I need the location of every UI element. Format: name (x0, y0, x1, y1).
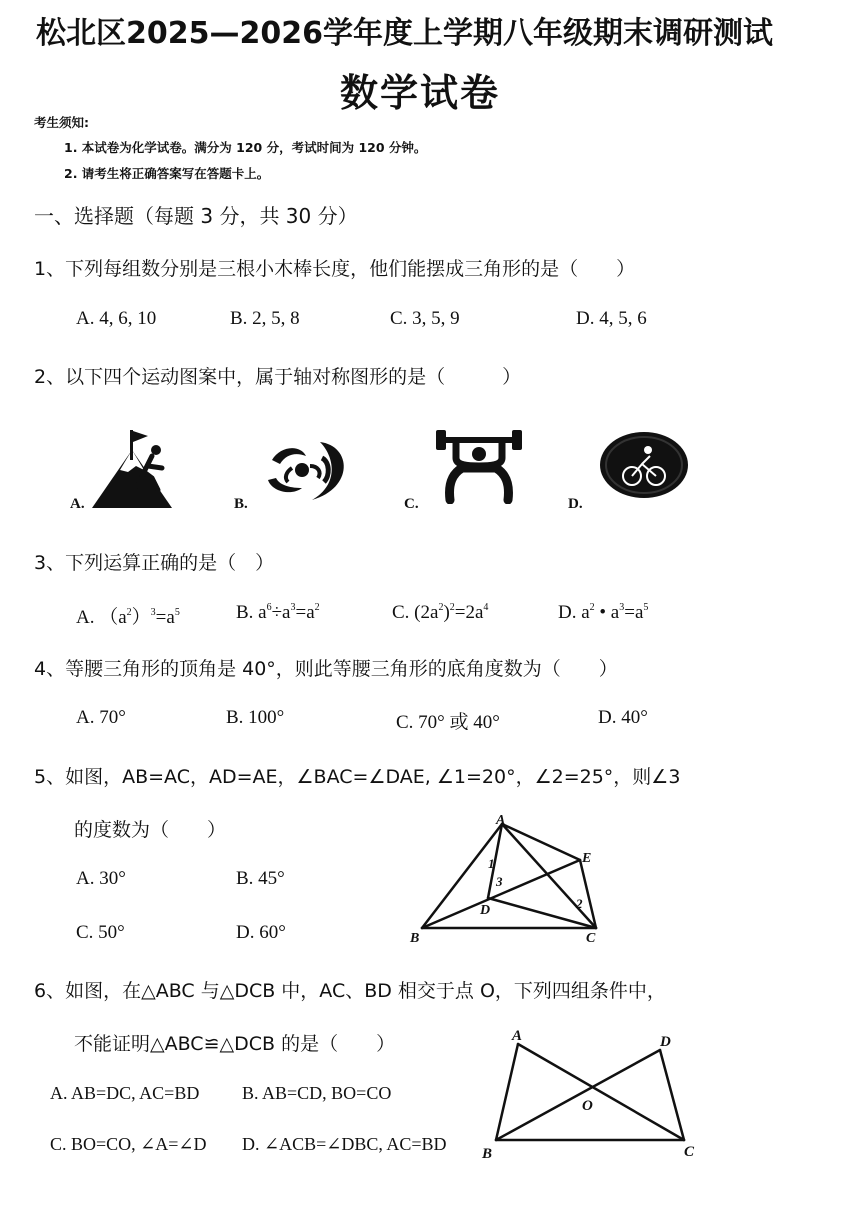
q6-label-c: C (684, 1144, 695, 1160)
section-heading: 一、选择题（每题 3 分，共 30 分） (34, 204, 358, 228)
q5-angle-3: 3 (496, 874, 503, 889)
q6-option-a: A. AB=DC, AC=BD (50, 1083, 200, 1103)
q5-option-c: C. 50° (76, 922, 125, 943)
question-3-stem: 3、下列运算正确的是（ ） (34, 552, 275, 574)
q2-label-a: A. (70, 496, 85, 512)
q5-option-a: A. 30° (76, 868, 126, 889)
q4-option-d: D. 40° (598, 707, 648, 728)
q6-label-b: B (482, 1146, 493, 1162)
q3-option-c: C. $(2a^2)^2=2a^4$ (392, 602, 489, 623)
q1-option-b: B. 2, 5, 8 (230, 308, 300, 329)
mountain-climber-icon (92, 428, 174, 512)
exam-subtitle: 数学试卷 (340, 71, 501, 115)
q6-label-a: A (512, 1028, 523, 1044)
q5-angle-2: 2 (576, 896, 583, 911)
q6-option-d: D. ∠ACB=∠DBC, AC=BD (242, 1134, 447, 1154)
q6-bowtie-figure (478, 1024, 704, 1164)
q5-angle-1: 1 (488, 856, 495, 871)
q5-option-d: D. 60° (236, 922, 286, 943)
notice-item-2: 2. 请考生将正确答案写在答题卡上。 (64, 166, 270, 181)
q6-label-o: O (582, 1098, 593, 1114)
q4-option-c: C. 70° 或 40° (396, 712, 500, 733)
question-4-stem: 4、等腰三角形的顶角是 40°，则此等腰三角形的底角度数为（ ） (34, 658, 618, 680)
q5-label-d: D (480, 903, 491, 918)
notice-heading: 考生须知: (34, 115, 89, 130)
question-5-stem-line2: 的度数为（ ） (74, 819, 227, 841)
question-2-stem: 2、以下四个运动图案中，属于轴对称图形的是（ ） (34, 366, 522, 388)
question-1-stem: 1、下列每组数分别是三根小木棒长度，他们能摆成三角形的是（ ） (34, 258, 636, 280)
q6-option-b: B. AB=CD, BO=CO (242, 1083, 392, 1103)
q6-label-d: D (660, 1034, 671, 1050)
q3-option-d: D. $a^2$ • $a^3=a^5$ (558, 602, 649, 623)
q5-label-b: B (410, 931, 420, 946)
q4-option-b: B. 100° (226, 707, 285, 728)
q2-label-b: B. (234, 496, 248, 512)
q6-option-c: C. BO=CO, ∠A=∠D (50, 1134, 207, 1154)
swirl-athlete-icon (262, 436, 354, 508)
q5-option-b: B. 45° (236, 868, 285, 889)
question-5-stem-line1: 5、如图，AB=AC，AD=AE，∠BAC=∠DAE, ∠1=20°，∠2=25°，则∠3 (34, 766, 681, 788)
q2-label-d: D. (568, 496, 583, 512)
q3-option-b: B. $a^6\div a^3=a^2$ (236, 602, 320, 623)
q1-option-a: A. 4, 6, 10 (76, 308, 157, 329)
cyclist-disc-icon (598, 430, 690, 500)
q5-triangle-figure (408, 814, 608, 952)
notice-item-1: 1. 本试卷为化学试卷。满分为 120 分，考试时间为 120 分钟。 (64, 140, 427, 155)
q5-label-a: A (496, 814, 506, 828)
q1-option-c: C. 3, 5, 9 (390, 308, 460, 329)
exam-title: 松北区2025—2026学年度上学期八年级期末调研测试 (36, 16, 773, 51)
q3-option-a: A. $(a^2)^3=a^5$ (76, 607, 180, 628)
question-6-stem-line2: 不能证明△ABC≌△DCB 的是（ ） (74, 1033, 396, 1055)
weightlifter-icon (434, 424, 524, 504)
q2-label-c: C. (404, 496, 419, 512)
question-6-stem-line1: 6、如图，在△ABC 与△DCB 中，AC、BD 相交于点 O，下列四组条件中， (34, 980, 666, 1002)
q1-option-d: D. 4, 5, 6 (576, 308, 647, 329)
q5-label-c: C (586, 931, 596, 946)
q4-option-a: A. 70° (76, 707, 126, 728)
q5-label-e: E (582, 851, 592, 866)
